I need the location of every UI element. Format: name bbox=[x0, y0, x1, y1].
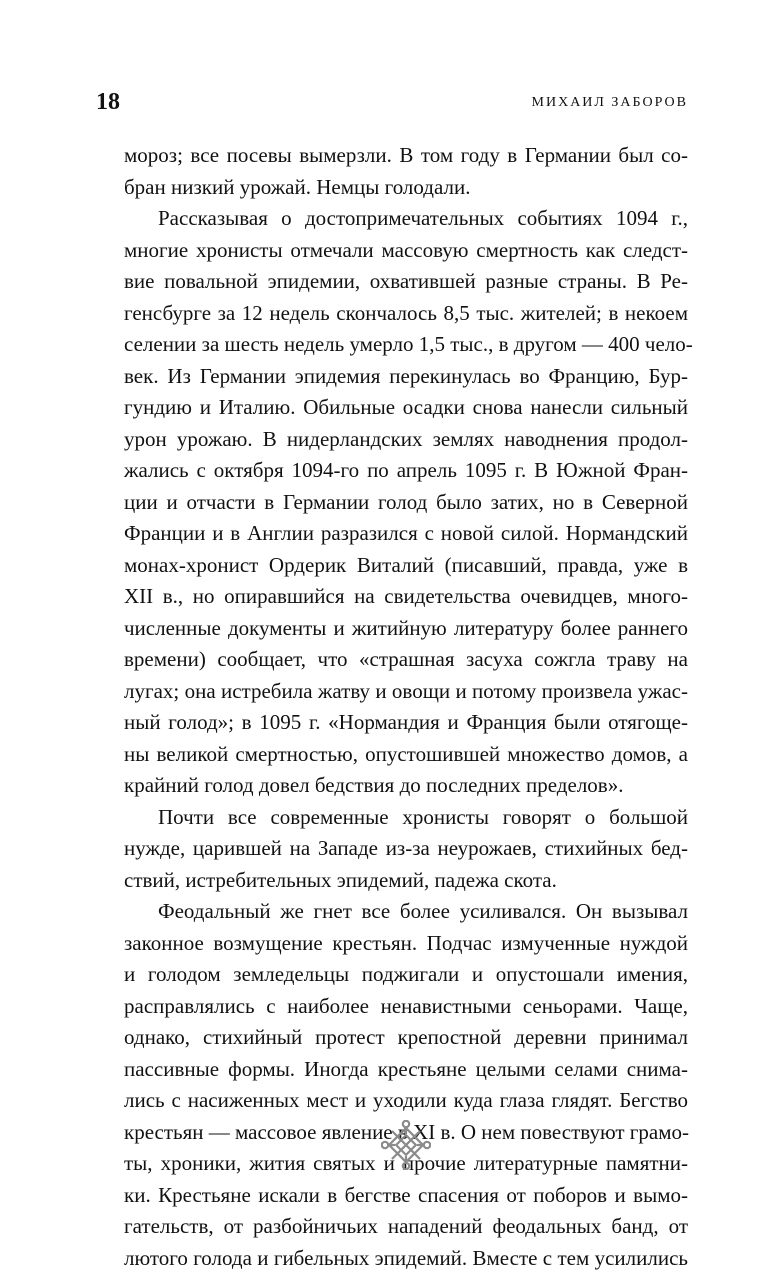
text-line: вие повальной эпидемии, охватившей разные страны. В Ре- bbox=[124, 266, 688, 298]
text-line: гундию и Италию. Обильные осадки снова нанесли сильный bbox=[124, 392, 688, 424]
text-line: ны великой смертностью, опустошившей множество домов, а bbox=[124, 739, 688, 771]
celtic-knot-icon bbox=[381, 1120, 431, 1170]
text-line: Рассказывая о достопримечательных событиях 1094 г., bbox=[124, 203, 688, 235]
text-line: ствий, истребительных эпидемий, падежа скота. bbox=[124, 865, 688, 897]
text-line: крайний голод довел бедствия до последних пределов». bbox=[124, 770, 688, 802]
page-number: 18 bbox=[96, 88, 120, 116]
text-line: XII в., но опиравшийся на свидетельства очевидцев, много- bbox=[124, 581, 688, 613]
text-line: жались с октября 1094-го по апрель 1095 г. В Южной Фран- bbox=[124, 455, 688, 487]
text-line: крестьян — массовое явление в XI в. О нем повествуют грамо- bbox=[124, 1117, 688, 1149]
text-line: нужде, царившей на Западе из-за неурожаев, стихийных бед- bbox=[124, 833, 688, 865]
text-line: расправлялись с наиболее ненавистными сеньорами. Чаще, bbox=[124, 991, 688, 1023]
text-line: Почти все современные хронисты говорят о большой bbox=[124, 802, 688, 834]
text-line: селении за шесть недель умерло 1,5 тыс., в другом — 400 чело- bbox=[124, 329, 688, 361]
text-line: Франции и в Англии разразился с новой силой. Нормандский bbox=[124, 518, 688, 550]
text-line: ты, хроники, жития святых и прочие литературные памятни- bbox=[124, 1148, 688, 1180]
text-line: ный голод»; в 1095 г. «Нормандия и Франция были отягоще- bbox=[124, 707, 688, 739]
body-text bbox=[124, 140, 688, 1274]
text-line: гательств, от разбойничьих нападений феодальных банд, от bbox=[124, 1211, 688, 1243]
running-head: МИХАИЛ ЗАБОРОВ bbox=[532, 93, 688, 113]
text-line: ки. Крестьяне искали в бегстве спасения от поборов и вымо- bbox=[124, 1180, 688, 1212]
text-line: лугах; она истребила жатву и овощи и потому произвела ужас- bbox=[124, 676, 688, 708]
text-line: численные документы и житийную литературу более раннего bbox=[124, 613, 688, 645]
text-line: бран низкий урожай. Немцы голодали. bbox=[124, 172, 688, 204]
text-line: многие хронисты отмечали массовую смертность как следст- bbox=[124, 235, 688, 267]
text-line: лютого голода и гибельных эпидемий. Вместе с тем усилились bbox=[124, 1243, 688, 1274]
text-line: генсбурге за 12 недель скончалось 8,5 тыс. жителей; в некоем bbox=[124, 298, 688, 330]
text-line: и голодом земледельцы поджигали и опустошали имения, bbox=[124, 959, 688, 991]
text-line: законное возмущение крестьян. Подчас измученные нуждой bbox=[124, 928, 688, 960]
text-line: век. Из Германии эпидемия перекинулась во Францию, Бур- bbox=[124, 361, 688, 393]
text-line: однако, стихийный протест крепостной деревни принимал bbox=[124, 1022, 688, 1054]
text-line: лись с насиженных мест и уходили куда глаза глядят. Бегство bbox=[124, 1085, 688, 1117]
page-header bbox=[96, 88, 688, 116]
text-line: Феодальный же гнет все более усиливался. Он вызывал bbox=[124, 896, 688, 928]
text-line: времени) сообщает, что «страшная засуха сожгла траву на bbox=[124, 644, 688, 676]
text-line: пассивные формы. Иногда крестьяне целыми селами снима- bbox=[124, 1054, 688, 1086]
text-line: мороз; все посевы вымерзли. В том году в Германии был со- bbox=[124, 140, 688, 172]
text-line: урон урожаю. В нидерландских землях наводнения продол- bbox=[124, 424, 688, 456]
text-line: ции и отчасти в Германии голод было затих, но в Северной bbox=[124, 487, 688, 519]
text-line: монах-хронист Ордерик Виталий (писавший, правда, уже в bbox=[124, 550, 688, 582]
